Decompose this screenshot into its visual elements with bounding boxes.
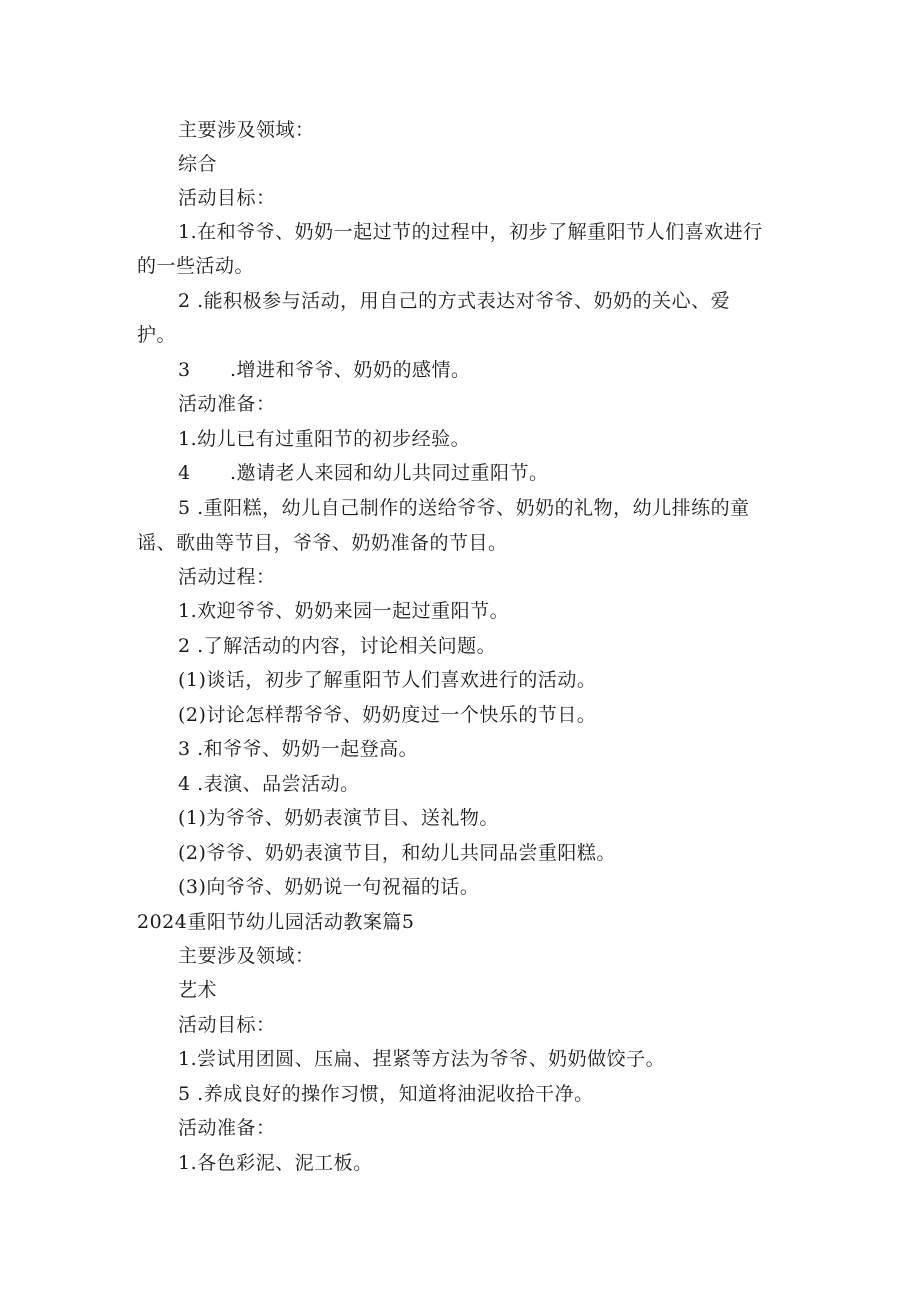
text-line: 1.尝试用团圆、压扁、捏紧等方法为爷爷、奶奶做饺子。 [178, 1048, 666, 1070]
text-line: 5 .养成良好的操作习惯，知道将油泥收拾干净。 [178, 1083, 594, 1105]
text-line: 活动目标： [178, 1014, 276, 1036]
text-line: 活动过程： [178, 566, 276, 588]
text-line: 谣、歌曲等节目，爷爷、奶奶准备的节目。 [137, 532, 508, 554]
text-line: (1)为爷爷、奶奶表演节目、送礼物。 [178, 807, 499, 829]
text-line: 活动准备： [178, 1117, 276, 1139]
text-line: (2)爷爷、奶奶表演节目，和幼儿共同品尝重阳糕。 [178, 842, 616, 864]
text-line: 活动准备： [178, 393, 276, 415]
text-line: 2 .了解活动的内容，讨论相关问题。 [178, 635, 497, 657]
text-line: 1.各色彩泥、泥工板。 [178, 1152, 373, 1174]
text-line: 1.幼儿已有过重阳节的初步经验。 [178, 428, 471, 450]
text-line: 综合 [178, 153, 218, 175]
list-number: 4 [178, 462, 191, 484]
list-text: .邀请老人来园和幼儿共同过重阳节。 [230, 462, 549, 484]
list-number: 3 [178, 359, 191, 381]
text-line [178, 460, 549, 486]
text-line [178, 357, 471, 383]
list-text: .增进和爷爷、奶奶的感情。 [230, 359, 471, 381]
text-line: (2)讨论怎样帮爷爷、奶奶度过一个快乐的节日。 [178, 704, 597, 726]
text-line: (1)谈话，初步了解重阳节人们喜欢进行的活动。 [178, 669, 597, 691]
text-line: 活动目标： [178, 187, 276, 209]
text-line: 艺术 [178, 979, 218, 1001]
text-line: 主要涉及领域： [178, 119, 315, 141]
text-line: 1.欢迎爷爷、奶奶来园一起过重阳节。 [178, 600, 510, 622]
text-line: 护。 [137, 324, 177, 346]
text-line: 主要涉及领域： [178, 945, 315, 967]
text-line: (3)向爷爷、奶奶说一句祝福的话。 [178, 876, 480, 898]
text-line: 4 .表演、品尝活动。 [178, 773, 360, 795]
text-line: 1.在和爷爷、奶奶一起过节的过程中，初步了解重阳节人们喜欢进行 [178, 221, 763, 243]
section-heading: 2024重阳节幼儿园活动教案篇5 [137, 911, 415, 933]
text-line: 的一些活动。 [137, 255, 255, 277]
text-line: 3 .和爷爷、奶奶一起登高。 [178, 738, 419, 760]
text-line: 5 .重阳糕，幼儿自己制作的送给爷爷、奶奶的礼物，幼儿排练的童 [178, 497, 750, 519]
text-line: 2 .能积极参与活动，用自己的方式表达对爷爷、奶奶的关心、爱 [178, 290, 731, 312]
